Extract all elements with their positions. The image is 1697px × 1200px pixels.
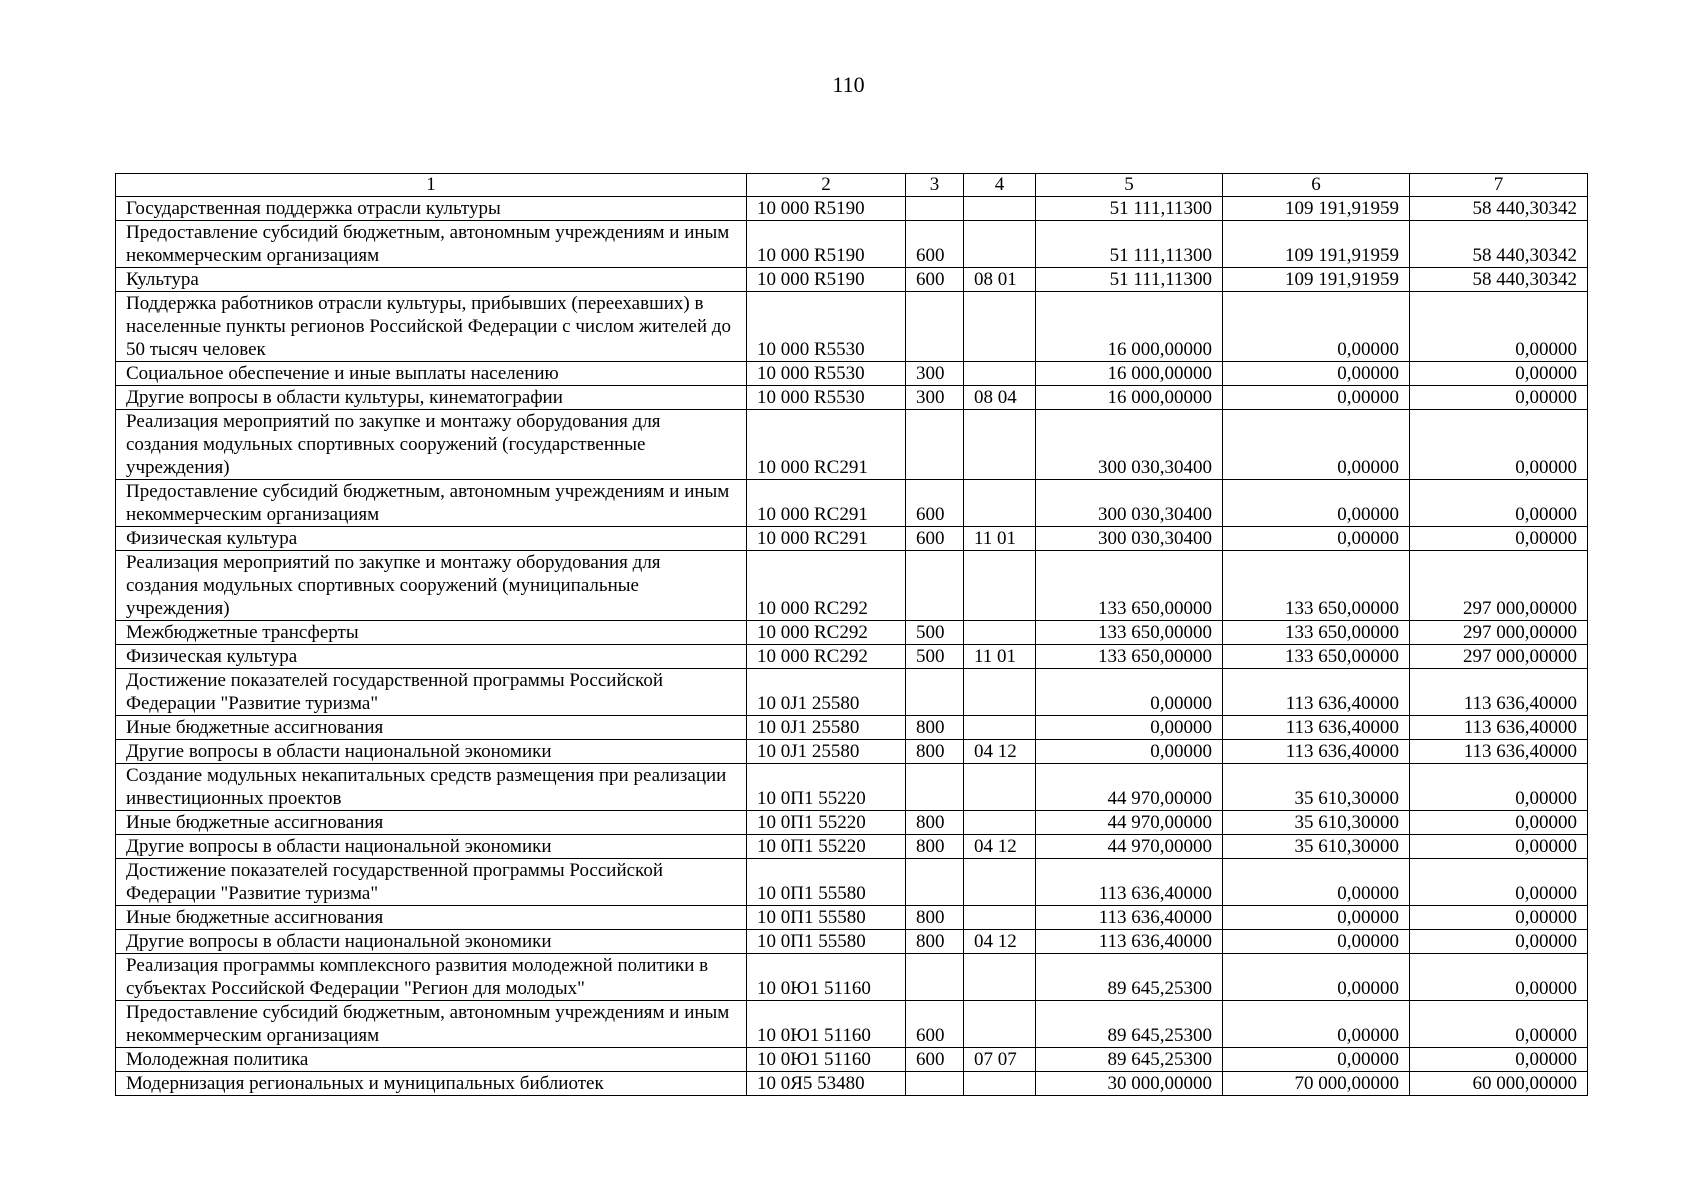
row-value-col6: 0,00000 (1223, 527, 1410, 551)
row-value-col6: 0,00000 (1223, 386, 1410, 410)
row-value-col7: 58 440,30342 (1410, 221, 1588, 268)
row-value-col7: 0,00000 (1410, 930, 1588, 954)
row-value-col6: 109 191,91959 (1223, 221, 1410, 268)
row-value-col7: 297 000,00000 (1410, 551, 1588, 621)
row-value-col5: 300 030,30400 (1036, 480, 1223, 527)
row-value-col7: 113 636,40000 (1410, 716, 1588, 740)
row-code: 10 000 RC291 (747, 480, 906, 527)
row-value-col5: 113 636,40000 (1036, 859, 1223, 906)
row-value-col7: 0,00000 (1410, 527, 1588, 551)
row-value-col7: 0,00000 (1410, 835, 1588, 859)
row-name: Предоставление субсидий бюджетным, автономным учреждениям и иным некоммерческим организациям (116, 1001, 747, 1048)
row-section-code: 07 07 (964, 1048, 1036, 1072)
row-name: Иные бюджетные ассигнования (116, 811, 747, 835)
row-code: 10 000 R5190 (747, 197, 906, 221)
row-value-col6: 35 610,30000 (1223, 811, 1410, 835)
table-row (116, 527, 1588, 551)
row-name: Культура (116, 268, 747, 292)
row-value-col6: 0,00000 (1223, 1048, 1410, 1072)
row-value-col7: 0,00000 (1410, 292, 1588, 362)
row-value-col7: 0,00000 (1410, 906, 1588, 930)
table-row (116, 669, 1588, 716)
row-section-code: 04 12 (964, 930, 1036, 954)
row-name: Физическая культура (116, 527, 747, 551)
table-row (116, 386, 1588, 410)
row-value-col7: 0,00000 (1410, 859, 1588, 906)
row-expense-type (906, 292, 964, 362)
table-row (116, 716, 1588, 740)
budget-table (115, 173, 1588, 1096)
row-value-col7: 113 636,40000 (1410, 669, 1588, 716)
table-row (116, 835, 1588, 859)
header-row (116, 174, 1588, 197)
row-value-col6: 109 191,91959 (1223, 197, 1410, 221)
table-row (116, 740, 1588, 764)
row-value-col7: 60 000,00000 (1410, 1072, 1588, 1096)
row-section-code: 08 01 (964, 268, 1036, 292)
row-code: 10 000 R5190 (747, 268, 906, 292)
row-value-col6: 113 636,40000 (1223, 740, 1410, 764)
row-name: Достижение показателей государственной программы Российской Федерации "Развитие туризма" (116, 669, 747, 716)
row-code: 10 000 R5530 (747, 292, 906, 362)
row-code: 10 000 RC292 (747, 621, 906, 645)
row-name: Физическая культура (116, 645, 747, 669)
row-expense-type: 500 (906, 645, 964, 669)
row-value-col6: 0,00000 (1223, 930, 1410, 954)
row-code: 10 0П1 55220 (747, 835, 906, 859)
row-value-col7: 0,00000 (1410, 410, 1588, 480)
row-expense-type (906, 551, 964, 621)
row-value-col6: 35 610,30000 (1223, 835, 1410, 859)
row-name: Иные бюджетные ассигнования (116, 716, 747, 740)
row-code: 10 0Ю1 51160 (747, 954, 906, 1001)
row-value-col7: 0,00000 (1410, 362, 1588, 386)
row-value-col6: 133 650,00000 (1223, 621, 1410, 645)
row-name: Межбюджетные трансферты (116, 621, 747, 645)
row-value-col5: 51 111,11300 (1036, 268, 1223, 292)
row-value-col7: 0,00000 (1410, 764, 1588, 811)
row-code: 10 0Я5 53480 (747, 1072, 906, 1096)
row-code: 10 000 RC292 (747, 551, 906, 621)
row-section-code (964, 197, 1036, 221)
row-value-col5: 113 636,40000 (1036, 906, 1223, 930)
row-section-code (964, 480, 1036, 527)
row-section-code: 11 01 (964, 527, 1036, 551)
row-value-col5: 44 970,00000 (1036, 811, 1223, 835)
row-value-col5: 16 000,00000 (1036, 362, 1223, 386)
row-expense-type: 300 (906, 362, 964, 386)
row-value-col5: 44 970,00000 (1036, 835, 1223, 859)
row-value-col5: 0,00000 (1036, 740, 1223, 764)
row-value-col5: 51 111,11300 (1036, 221, 1223, 268)
row-section-code (964, 410, 1036, 480)
table-row (116, 1001, 1588, 1048)
row-section-code: 04 12 (964, 740, 1036, 764)
table-row (116, 645, 1588, 669)
row-value-col7: 0,00000 (1410, 1001, 1588, 1048)
table-row (116, 197, 1588, 221)
row-expense-type (906, 669, 964, 716)
row-code: 10 000 R5530 (747, 362, 906, 386)
row-section-code (964, 621, 1036, 645)
row-code: 10 0Ю1 51160 (747, 1001, 906, 1048)
row-code: 10 0П1 55220 (747, 811, 906, 835)
row-value-col6: 133 650,00000 (1223, 645, 1410, 669)
table-row (116, 930, 1588, 954)
table-row (116, 906, 1588, 930)
row-value-col5: 113 636,40000 (1036, 930, 1223, 954)
row-expense-type: 800 (906, 716, 964, 740)
table-row (116, 621, 1588, 645)
column-header-7: 7 (1410, 174, 1588, 197)
row-name: Другие вопросы в области национальной экономики (116, 740, 747, 764)
row-expense-type: 600 (906, 527, 964, 551)
row-code: 10 000 RC291 (747, 410, 906, 480)
row-value-col5: 133 650,00000 (1036, 645, 1223, 669)
row-code: 10 000 R5190 (747, 221, 906, 268)
row-expense-type: 600 (906, 480, 964, 527)
row-value-col6: 113 636,40000 (1223, 716, 1410, 740)
row-value-col5: 89 645,25300 (1036, 1048, 1223, 1072)
row-expense-type (906, 859, 964, 906)
row-value-col5: 89 645,25300 (1036, 1001, 1223, 1048)
table-row (116, 811, 1588, 835)
row-name: Поддержка работников отрасли культуры, прибывших (переехавших) в населенные пункты регионов Российской Федерации с числом жителей до 50 тысяч человек (116, 292, 747, 362)
column-header-5: 5 (1036, 174, 1223, 197)
row-name: Другие вопросы в области национальной экономики (116, 930, 747, 954)
row-value-col6: 0,00000 (1223, 1001, 1410, 1048)
row-value-col6: 0,00000 (1223, 362, 1410, 386)
row-value-col5: 133 650,00000 (1036, 621, 1223, 645)
row-expense-type (906, 1072, 964, 1096)
row-value-col7: 0,00000 (1410, 954, 1588, 1001)
row-value-col6: 70 000,00000 (1223, 1072, 1410, 1096)
row-expense-type: 800 (906, 740, 964, 764)
row-section-code (964, 1072, 1036, 1096)
row-name: Молодежная политика (116, 1048, 747, 1072)
row-name: Иные бюджетные ассигнования (116, 906, 747, 930)
table-row (116, 221, 1588, 268)
row-section-code (964, 811, 1036, 835)
row-expense-type (906, 954, 964, 1001)
row-value-col6: 109 191,91959 (1223, 268, 1410, 292)
row-value-col7: 0,00000 (1410, 811, 1588, 835)
row-code: 10 000 RC291 (747, 527, 906, 551)
row-value-col7: 297 000,00000 (1410, 645, 1588, 669)
row-name: Предоставление субсидий бюджетным, автономным учреждениям и иным некоммерческим организациям (116, 221, 747, 268)
column-header-4: 4 (964, 174, 1036, 197)
row-section-code (964, 362, 1036, 386)
row-expense-type: 600 (906, 1001, 964, 1048)
row-value-col5: 300 030,30400 (1036, 410, 1223, 480)
column-header-2: 2 (747, 174, 906, 197)
row-section-code (964, 1001, 1036, 1048)
row-code: 10 0П1 55220 (747, 764, 906, 811)
row-expense-type: 800 (906, 835, 964, 859)
table-row (116, 1048, 1588, 1072)
table-row (116, 954, 1588, 1001)
row-section-code (964, 221, 1036, 268)
row-expense-type: 800 (906, 811, 964, 835)
table-row (116, 764, 1588, 811)
row-value-col5: 51 111,11300 (1036, 197, 1223, 221)
table-row (116, 292, 1588, 362)
row-name: Предоставление субсидий бюджетным, автономным учреждениям и иным некоммерческим организациям (116, 480, 747, 527)
row-name: Государственная поддержка отрасли культуры (116, 197, 747, 221)
row-code: 10 0П1 55580 (747, 859, 906, 906)
row-name: Достижение показателей государственной программы Российской Федерации "Развитие туризма" (116, 859, 747, 906)
row-value-col5: 89 645,25300 (1036, 954, 1223, 1001)
row-value-col6: 0,00000 (1223, 954, 1410, 1001)
row-value-col7: 58 440,30342 (1410, 268, 1588, 292)
row-section-code (964, 716, 1036, 740)
row-value-col6: 0,00000 (1223, 410, 1410, 480)
row-section-code (964, 292, 1036, 362)
row-name: Создание модульных некапитальных средств размещения при реализации инвестиционных проектов (116, 764, 747, 811)
row-code: 10 0J1 25580 (747, 740, 906, 764)
row-expense-type: 500 (906, 621, 964, 645)
row-name: Модернизация региональных и муниципальных библиотек (116, 1072, 747, 1096)
row-name: Другие вопросы в области национальной экономики (116, 835, 747, 859)
row-name: Реализация программы комплексного развития молодежной политики в субъектах Российской Федерации "Регион для молодых" (116, 954, 747, 1001)
table-row (116, 268, 1588, 292)
row-section-code: 08 04 (964, 386, 1036, 410)
row-code: 10 0Ю1 51160 (747, 1048, 906, 1072)
table-row (116, 551, 1588, 621)
column-header-6: 6 (1223, 174, 1410, 197)
row-expense-type (906, 410, 964, 480)
row-expense-type: 800 (906, 930, 964, 954)
row-value-col7: 113 636,40000 (1410, 740, 1588, 764)
row-value-col5: 0,00000 (1036, 716, 1223, 740)
row-section-code: 04 12 (964, 835, 1036, 859)
row-section-code (964, 859, 1036, 906)
row-expense-type: 600 (906, 1048, 964, 1072)
row-value-col6: 133 650,00000 (1223, 551, 1410, 621)
row-value-col6: 35 610,30000 (1223, 764, 1410, 811)
row-value-col6: 113 636,40000 (1223, 669, 1410, 716)
row-value-col5: 16 000,00000 (1036, 292, 1223, 362)
row-value-col6: 0,00000 (1223, 480, 1410, 527)
row-value-col7: 297 000,00000 (1410, 621, 1588, 645)
row-name: Социальное обеспечение и иные выплаты населению (116, 362, 747, 386)
row-value-col5: 133 650,00000 (1036, 551, 1223, 621)
row-name: Реализация мероприятий по закупке и монтажу оборудования для создания модульных спортивных сооружений (муниципальные учреждения) (116, 551, 747, 621)
row-value-col5: 16 000,00000 (1036, 386, 1223, 410)
row-value-col7: 0,00000 (1410, 480, 1588, 527)
row-value-col5: 0,00000 (1036, 669, 1223, 716)
table-row (116, 1072, 1588, 1096)
row-expense-type (906, 764, 964, 811)
row-value-col6: 0,00000 (1223, 859, 1410, 906)
row-section-code (964, 669, 1036, 716)
table-row (116, 859, 1588, 906)
table-row (116, 410, 1588, 480)
row-value-col5: 44 970,00000 (1036, 764, 1223, 811)
row-expense-type: 600 (906, 268, 964, 292)
row-expense-type: 600 (906, 221, 964, 268)
row-expense-type: 800 (906, 906, 964, 930)
column-header-1: 1 (116, 174, 747, 197)
column-header-3: 3 (906, 174, 964, 197)
row-expense-type: 300 (906, 386, 964, 410)
row-code: 10 0П1 55580 (747, 906, 906, 930)
row-code: 10 000 RC292 (747, 645, 906, 669)
row-value-col7: 0,00000 (1410, 386, 1588, 410)
row-value-col5: 30 000,00000 (1036, 1072, 1223, 1096)
row-section-code (964, 764, 1036, 811)
row-value-col6: 0,00000 (1223, 906, 1410, 930)
row-value-col7: 58 440,30342 (1410, 197, 1588, 221)
row-value-col5: 300 030,30400 (1036, 527, 1223, 551)
page-number: 110 (832, 72, 865, 97)
row-section-code (964, 954, 1036, 1001)
row-expense-type (906, 197, 964, 221)
row-code: 10 000 R5530 (747, 386, 906, 410)
table-row (116, 480, 1588, 527)
row-value-col7: 0,00000 (1410, 1048, 1588, 1072)
row-section-code (964, 906, 1036, 930)
row-name: Реализация мероприятий по закупке и монтажу оборудования для создания модульных спортивных сооружений (государственные учреждения) (116, 410, 747, 480)
row-name: Другие вопросы в области культуры, кинематографии (116, 386, 747, 410)
row-value-col6: 0,00000 (1223, 292, 1410, 362)
row-code: 10 0J1 25580 (747, 716, 906, 740)
row-code: 10 0П1 55580 (747, 930, 906, 954)
row-code: 10 0J1 25580 (747, 669, 906, 716)
table-row (116, 362, 1588, 386)
row-section-code: 11 01 (964, 645, 1036, 669)
row-section-code (964, 551, 1036, 621)
